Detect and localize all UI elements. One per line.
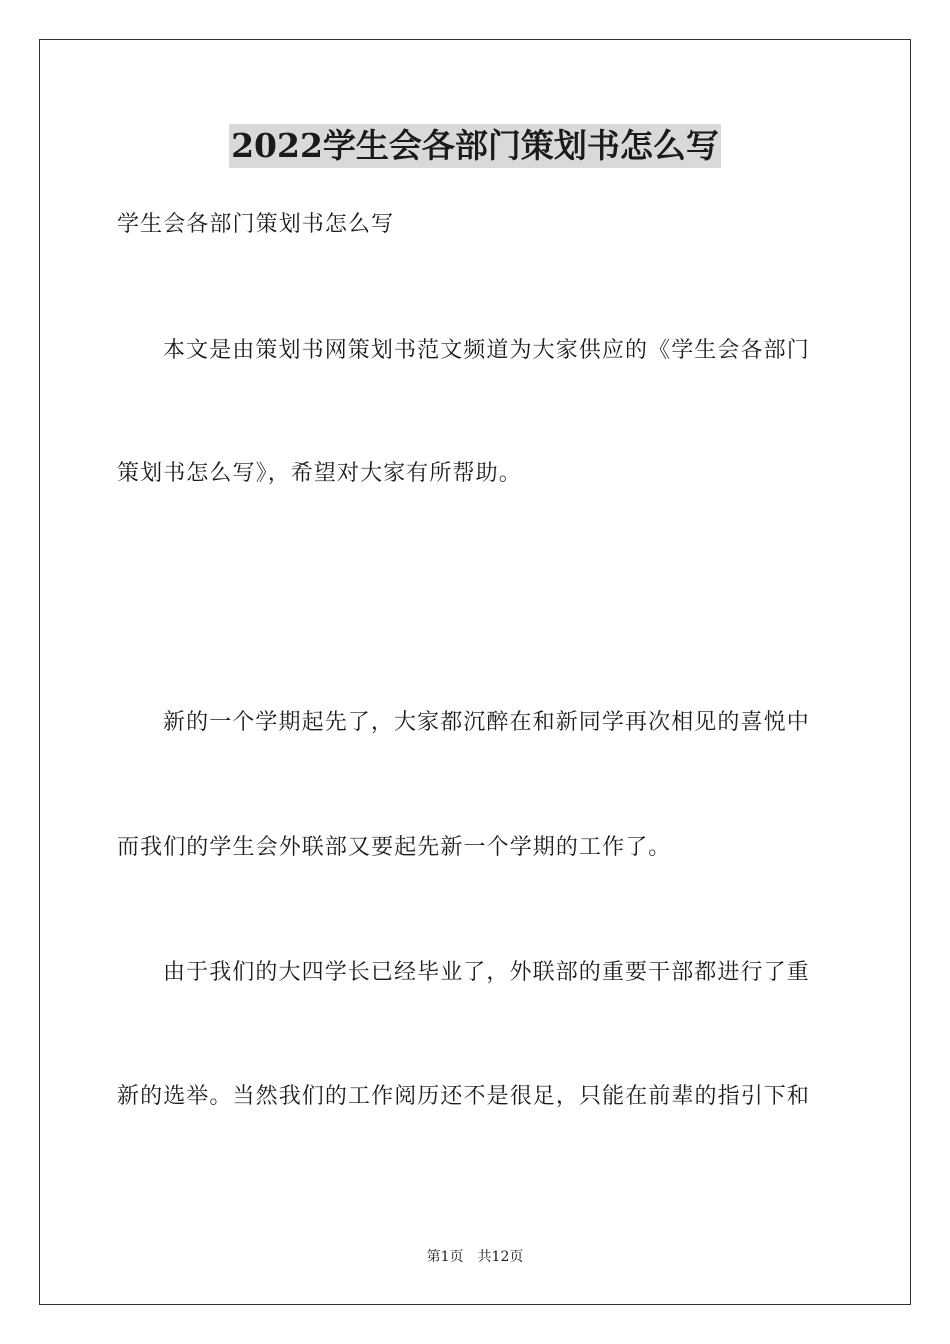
title-container [0,124,950,168]
paragraph-line: 由于我们的大四学长已经毕业了，外联部的重要干部都进行了重 [163,960,810,985]
document-title: 2022学生会各部门策划书怎么写 [229,124,721,168]
paragraph-line: 而我们的学生会外联部又要起先新一个学期的工作了。 [117,835,672,860]
paragraph-line: 新的选举。当然我们的工作阅历还不是很足，只能在前辈的指引下和 [117,1084,811,1109]
page-footer [0,1247,950,1267]
page-number-current: 第1页 [426,1249,464,1265]
paragraph-line: 新的一个学期起先了，大家都沉醉在和新同学再次相见的喜悦中 [163,710,810,735]
page-number-total: 共12页 [477,1249,524,1265]
paragraph-line: 本文是由策划书网策划书范文频道为大家供应的《学生会各部门 [163,338,810,363]
document-subtitle: 学生会各部门策划书怎么写 [117,212,395,237]
paragraph-line: 策划书怎么写》，希望对大家有所帮助。 [117,461,522,486]
